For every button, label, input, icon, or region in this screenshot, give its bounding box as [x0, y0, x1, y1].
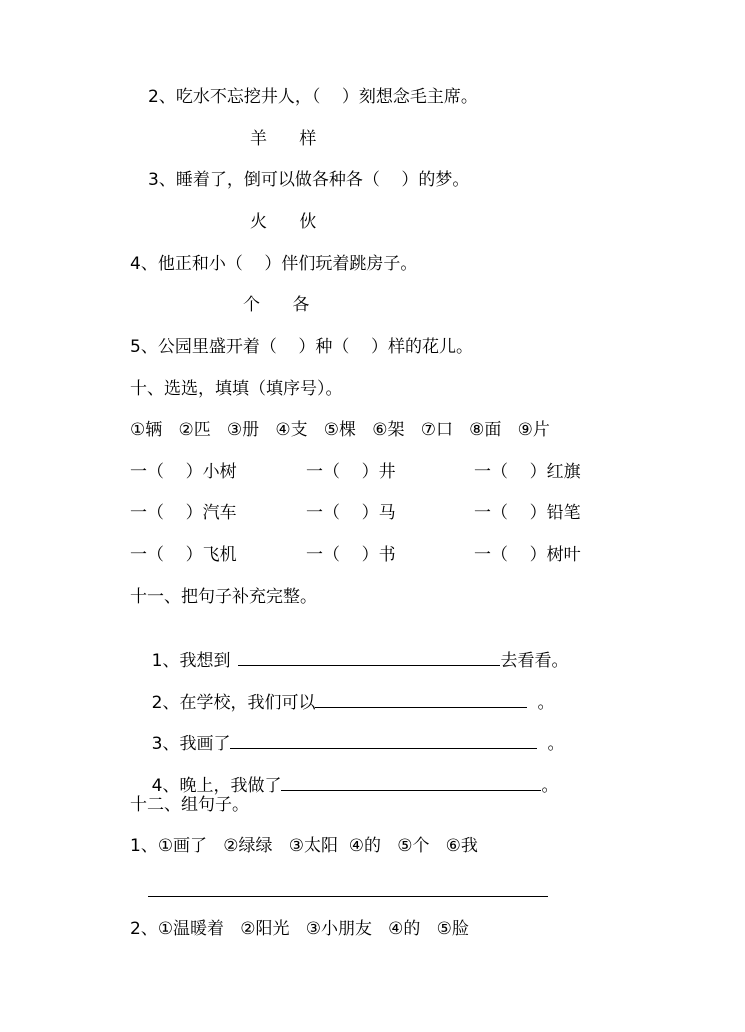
fill-item: 一（ ）铅笔: [474, 503, 581, 523]
fill-item: 一（ ）小树: [130, 462, 237, 482]
question-5: 5、公园里盛开着（ ）种（ ）样的花儿。: [130, 337, 474, 357]
fill-item: 一（ ）汽车: [130, 503, 237, 523]
word-group-2: 2、①温暖着 ②阳光 ③小朋友 ④的 ⑤脸: [130, 919, 469, 939]
section-10-title: 十、选选，填填（填序号）。: [130, 379, 343, 399]
section-12-title: 十二、组句子。: [130, 795, 249, 815]
answer-blank-4[interactable]: [281, 774, 541, 791]
sentence-4-suffix: 。: [541, 776, 559, 796]
answer-blank-1[interactable]: [238, 649, 500, 666]
sentence-3-prefix: 3、我画了: [151, 734, 231, 754]
section-11-title: 十一、把句子补充完整。: [130, 587, 317, 607]
fill-item: 一（ ）书: [306, 545, 396, 565]
sentence-2-prefix: 2、在学校，我们可以: [151, 693, 316, 713]
word-group-1: 1、①画了 ②绿绿 ③太阳 ④的 ⑤个 ⑥我: [130, 836, 478, 856]
fill-item: 一（ ）树叶: [474, 545, 581, 565]
sentence-1-suffix: 去看看。: [500, 651, 569, 671]
fill-item: 一（ ）红旗: [474, 462, 581, 482]
sentence-2-suffix: 。: [537, 693, 555, 713]
answer-blank-3[interactable]: [230, 732, 537, 749]
sentence-3-suffix: 。: [547, 734, 565, 754]
answer-blank-2[interactable]: [315, 691, 527, 708]
options-q3: 羊 样: [250, 129, 317, 149]
question-2: 2、吃水不忘挖井人，（ ）刻想念毛主席。: [148, 87, 478, 107]
sentence-1-prefix: 1、我想到: [151, 651, 231, 671]
fill-item: 一（ ）马: [306, 503, 396, 523]
options-q4: 火 伙: [250, 212, 317, 232]
measure-word-choices: ①辆 ②匹 ③册 ④支 ⑤棵 ⑥架 ⑦口 ⑧面 ⑨片: [130, 420, 550, 440]
options-q5: 个 各: [243, 295, 310, 315]
question-4: 4、他正和小（ ）伴们玩着跳房子。: [130, 254, 418, 274]
fill-item: 一（ ）飞机: [130, 545, 237, 565]
sentence-4-prefix: 4、晚上，我做了: [151, 776, 282, 796]
answer-line-1[interactable]: [148, 896, 548, 897]
fill-item: 一（ ）井: [306, 462, 396, 482]
question-3: 3、睡着了，倒可以做各种各（ ）的梦。: [148, 170, 470, 190]
